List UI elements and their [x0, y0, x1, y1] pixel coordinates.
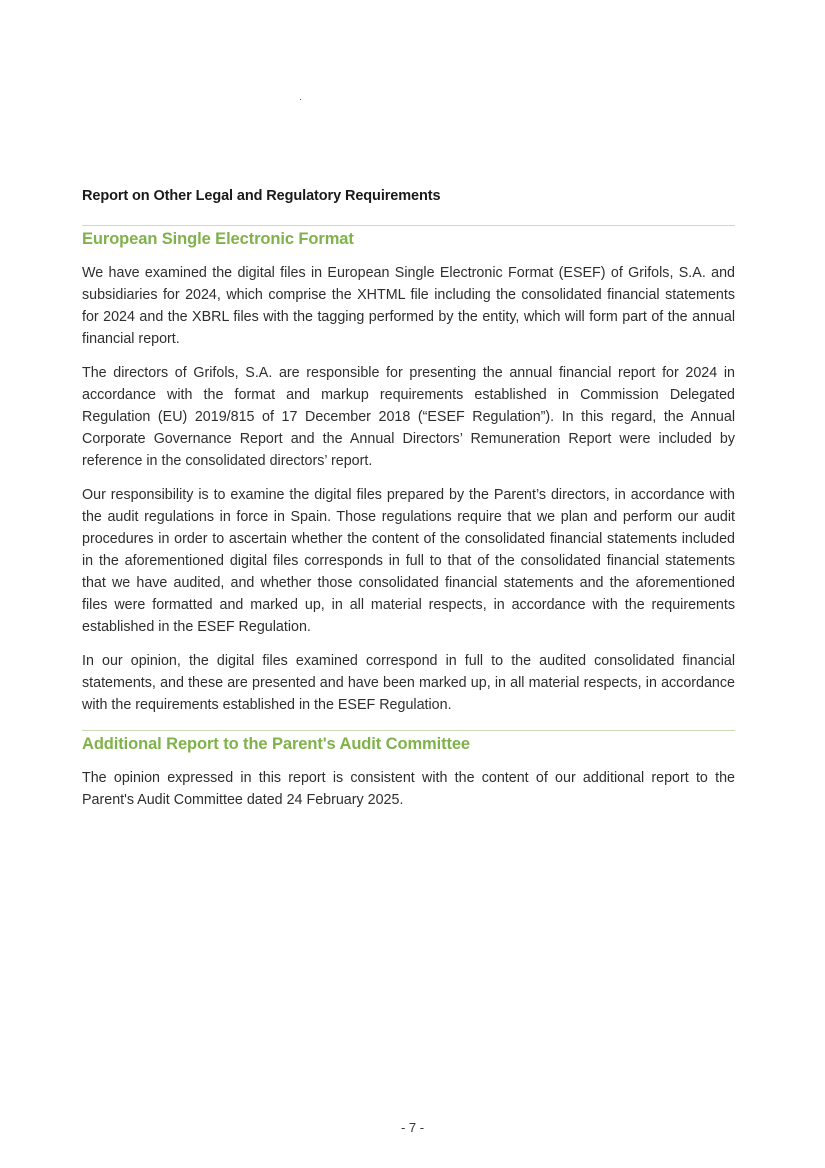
section-heading-esef: European Single Electronic Format [82, 230, 354, 248]
paragraph: In our opinion, the digital files examined correspond in full to the audited consolidated financial statements, and these are presented and have been marked up, in all material respects, in accordance with the requirements established in the ESEF Regulation. [82, 653, 735, 713]
paragraph: The directors of Grifols, S.A. are responsible for presenting the annual financial report for 2024 in accordance with the format and markup requirements established in Commission Delegated Regulation (EU) 2019/815 of 17 December 2018 (“ESEF Regulation”). In this regard, the Annual Corporate Governance Report and the Annual Directors’ Remuneration Report were included by reference in the consolidated directors’ report. [82, 365, 735, 469]
paragraph: The opinion expressed in this report is consistent with the content of our additional report to the Parent's Audit Committee dated 24 February 2025. [82, 770, 735, 808]
paragraph: We have examined the digital files in European Single Electronic Format (ESEF) of Grifols, S.A. and subsidiaries for 2024, which comprise the XHTML file including the consolidated financial statements for 2024 and the XBRL files with the tagging performed by the entity, which will form part of the annual financial report. [82, 265, 735, 347]
report-body [82, 186, 735, 823]
section-divider [82, 730, 735, 731]
section-heading-audit-committee: Additional Report to the Parent's Audit Committee [82, 735, 471, 753]
section-divider [82, 225, 735, 226]
page-title: Report on Other Legal and Regulatory Requirements [82, 188, 441, 204]
paragraph: Our responsibility is to examine the digital files prepared by the Parent’s directors, in accordance with the audit regulations in force in Spain. Those regulations require that we plan and perform our audit procedures in order to ascertain whether the content of the consolidated financial statements included in the aforementioned digital files corresponds in full to that of the consolidated financial statements that we have audited, and whether those consolidated financial statements and the aforementioned files were formatted and marked up, in all material respects, in accordance with the requirements established in the ESEF Regulation. [82, 487, 735, 635]
page-number: - 7 - [400, 1120, 425, 1135]
scan-speck [300, 99, 301, 100]
